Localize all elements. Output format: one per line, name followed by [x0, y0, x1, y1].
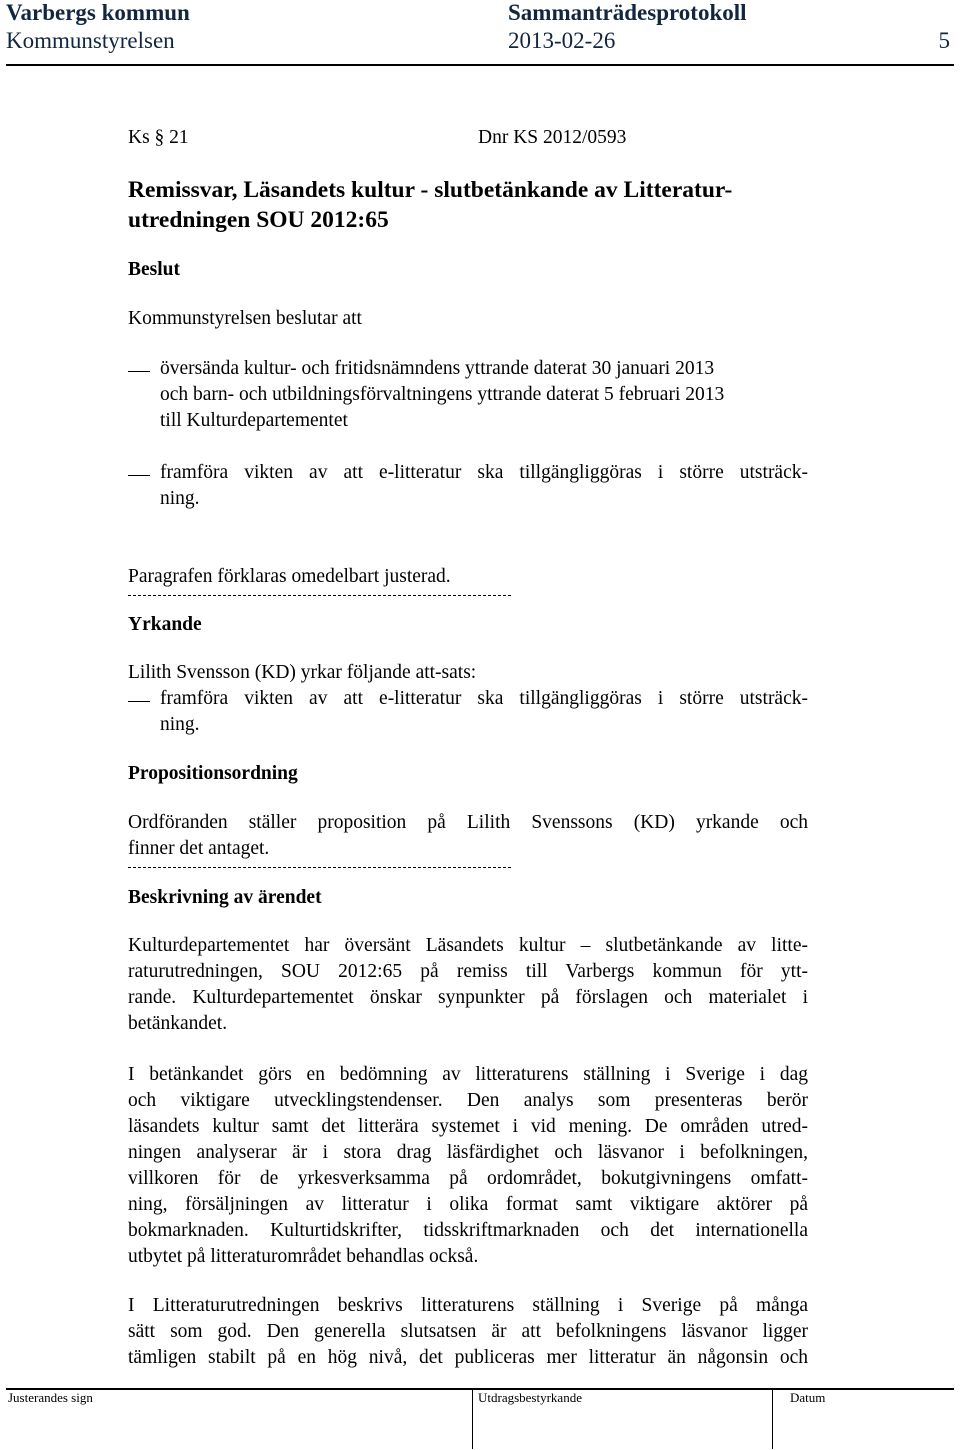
- footer-datum: Datum: [790, 1390, 826, 1405]
- beskrivning-para2-line: och viktigare utvecklingstendenser. Den analys som presenteras berör: [128, 1090, 808, 1111]
- dashed-separator: [128, 595, 511, 596]
- case-dnr: Dnr KS 2012/0593: [478, 127, 627, 148]
- beskrivning-para3-line: I Litteraturutredningen beskrivs litteraturens ställning i Sverige på många: [128, 1295, 808, 1316]
- beskrivning-para2-line: ningen analyserar är i stora drag läsfärdighet och läsvanor i befolkningen,: [128, 1142, 808, 1163]
- beslut-item1-line: till Kulturdepartementet: [160, 410, 348, 431]
- header-date: 2013-02-26: [508, 28, 616, 53]
- beslut-item1-line: översända kultur- och fritidsnämndens yttrande daterat 30 januari 2013: [160, 358, 715, 379]
- beskrivning-para1-line: Kulturdepartementet har översänt Läsandets kultur – slutbetänkande av litte-: [128, 935, 808, 956]
- header-row-1: [6, 0, 954, 28]
- beskrivning-para1-line: rande. Kulturdepartementet önskar synpunkter på förslagen och materialet i: [128, 987, 808, 1008]
- header-page-number: 5: [938, 28, 950, 53]
- header-doc-type: Sammanträdesprotokoll: [508, 0, 747, 25]
- footer-utdragsbestyrkande: Utdragsbestyrkande: [478, 1390, 582, 1405]
- beslut-heading: Beslut: [128, 259, 181, 280]
- beskrivning-para2-line: bokmarknaden. Kulturtidskrifter, tidsskriftmarknaden och det internationella: [128, 1220, 808, 1241]
- beslut-item1-line: och barn- och utbildningsförvaltningens yttrande daterat 5 februari 2013: [160, 384, 725, 405]
- yrkande-item-line: framföra vikten av att e-litteratur ska tillgängliggöras i större utsträck-: [160, 688, 808, 709]
- bullet-dash: [128, 371, 150, 372]
- header-rule: [6, 64, 954, 66]
- beskrivning-para3-line: tämligen stabilt på en hög nivå, det publiceras mer litteratur än någonsin och: [128, 1347, 808, 1368]
- beslut-intro: Kommunstyrelsen beslutar att: [128, 308, 362, 329]
- beskrivning-para2-line: läsandets kultur samt det litterära systemet i vid mening. De områden utred-: [128, 1116, 808, 1137]
- yrkande-heading: Yrkande: [128, 614, 202, 635]
- beskrivning-para1-line: betänkandet.: [128, 1013, 228, 1034]
- beskrivning-heading: Beskrivning av ärendet: [128, 887, 322, 908]
- beslut-justerad: Paragrafen förklaras omedelbart justerad.: [128, 566, 451, 587]
- case-paragraph: Ks § 21: [128, 127, 189, 148]
- beskrivning-para2-line: ning, försäljningen av litteratur i olika format samt viktigare aktörer på: [128, 1194, 808, 1215]
- proposition-heading: Propositionsordning: [128, 763, 298, 784]
- proposition-line: Ordföranden ställer proposition på Lilith Svenssons (KD) yrkande och: [128, 812, 808, 833]
- beslut-item2-line: framföra vikten av att e-litteratur ska tillgängliggöras i större utsträck-: [160, 462, 808, 483]
- beskrivning-para1-line: raturutredningen, SOU 2012:65 på remiss till Varbergs kommun för ytt-: [128, 961, 808, 982]
- yrkande-item-line: ning.: [160, 714, 200, 735]
- case-title-line-2: utredningen SOU 2012:65: [128, 207, 389, 233]
- beskrivning-para2-line: utbytet på litteraturområdet behandlas också.: [128, 1246, 479, 1267]
- bullet-dash: [128, 701, 150, 702]
- proposition-line: finner det antaget.: [128, 838, 270, 859]
- yrkande-intro: Lilith Svensson (KD) yrkar följande att-sats:: [128, 662, 477, 683]
- header-row-2: [6, 28, 954, 56]
- beskrivning-para3-line: sätt som god. Den generella slutsatsen är att befolkningens läsvanor ligger: [128, 1321, 808, 1342]
- beslut-item2-line: ning.: [160, 488, 200, 509]
- footer-justerandes-sign: Justerandes sign: [8, 1390, 93, 1405]
- beskrivning-para2-line: I betänkandet görs en bedömning av litteraturens ställning i Sverige i dag: [128, 1064, 808, 1085]
- header-body: Kommunstyrelsen: [6, 28, 175, 53]
- beskrivning-para2-line: villkoren för de yrkesverksamma på ordområdet, bokutgivningens omfatt-: [128, 1168, 808, 1189]
- header-org: Varbergs kommun: [6, 0, 190, 25]
- bullet-dash: [128, 475, 150, 476]
- dashed-separator: [128, 867, 511, 868]
- case-title-line-1: Remissvar, Läsandets kultur - slutbetänkande av Litteratur-: [128, 177, 733, 203]
